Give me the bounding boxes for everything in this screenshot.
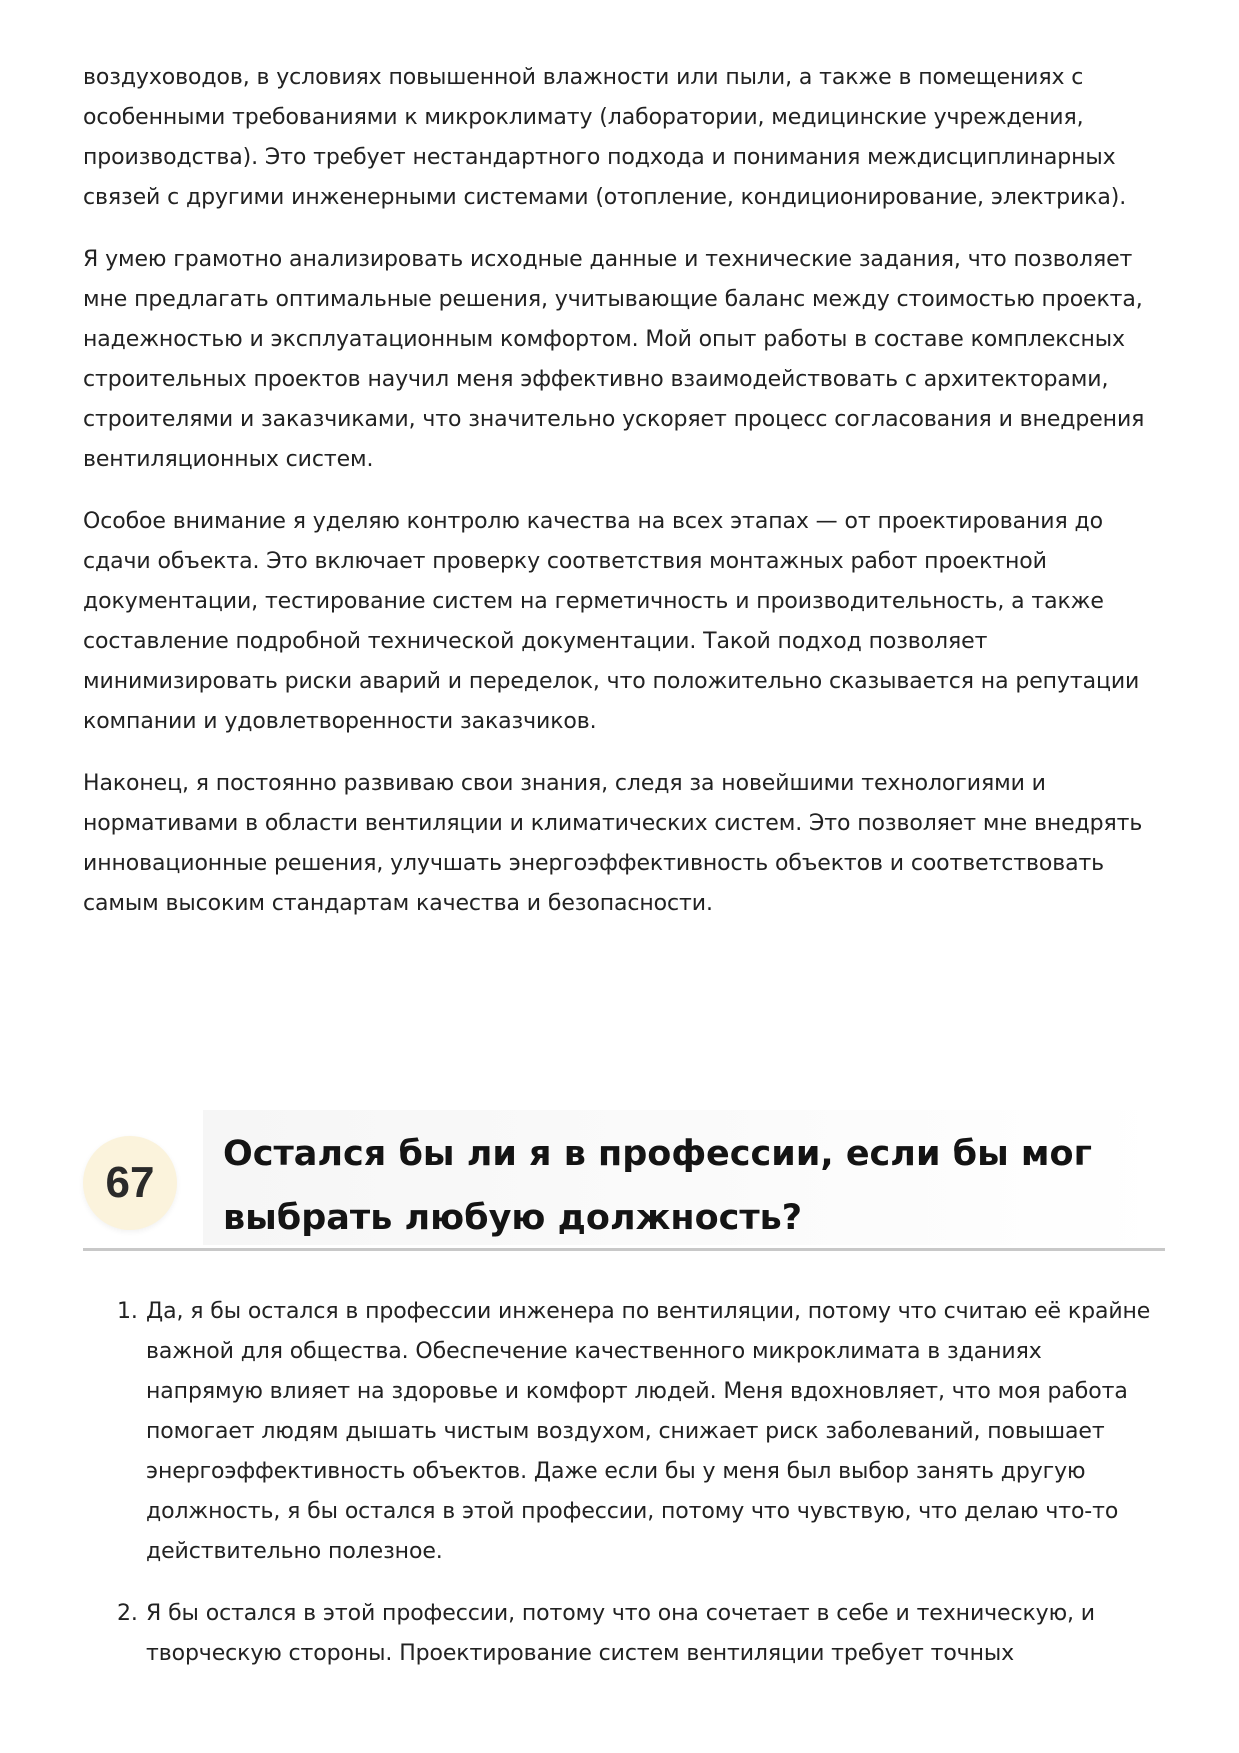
paragraph: Наконец, я постоянно развиваю свои знания, следя за новейшими технологиями и нормативами в области вентиляции и климатических систем. Это позволяет мне внедрять инновационные решения, улучшать энергоэффективность объектов и соответствовать самым высоким стандартам качества и безопасности.: [83, 771, 1143, 916]
section-number-badge: 67: [83, 1136, 177, 1230]
section-title: Остался бы ли я в профессии, если бы мог выбрать любую должность?: [223, 1134, 1092, 1238]
answer-list: [83, 1292, 1163, 1696]
list-item: [83, 1594, 1163, 1674]
list-item-number: 2.: [117, 1601, 138, 1626]
list-item-text: Да, я бы остался в профессии инженера по вентиляции, потому что считаю её крайне важной для общества. Обеспечение качественного микроклимата в зданиях напрямую влияет на здоровье и комфорт людей. Меня вдохновляет, что моя работа помогает людям дышать чистым воздухом, снижает риск заболеваний, повышает энергоэффективность объектов. Даже если бы у меня был выбор занять другую должность, я бы остался в этой профессии, потому что чувствую, что делаю что-то действительно полезное.: [146, 1299, 1151, 1564]
list-item-text: Я бы остался в этой профессии, потому что она сочетает в себе и техническую, и творческую стороны. Проектирование систем вентиляции требует точных: [146, 1601, 1095, 1666]
paragraph: Особое внимание я уделяю контролю качества на всех этапах — от проектирования до сдачи объекта. Это включает проверку соответствия монтажных работ проектной документации, тестирование систем на герметичность и производительность, а также составление подробной технической документации. Такой подход позволяет минимизировать риски аварий и переделок, что положительно сказывается на репутации компании и удовлетворенности заказчиков.: [83, 509, 1140, 734]
section-header: [83, 1110, 1165, 1251]
body-text: [83, 58, 1163, 946]
list-item: [83, 1292, 1163, 1572]
list-item-number: 1.: [117, 1299, 138, 1324]
paragraph: Я умею грамотно анализировать исходные данные и технические задания, что позволяет мне предлагать оптимальные решения, учитывающие баланс между стоимостью проекта, надежностью и эксплуатационным комфортом. Мой опыт работы в составе комплексных строительных проектов научил меня эффективно взаимодействовать с архитекторами, строителями и заказчиками, что значительно ускоряет процесс согласования и внедрения вентиляционных систем.: [83, 247, 1145, 472]
paragraph: воздуховодов, в условиях повышенной влажности или пыли, а также в помещениях с особенными требованиями к микроклимату (лаборатории, медицинские учреждения, производства). Это требует нестандартного подхода и понимания междисциплинарных связей с другими инженерными системами (отопление, кондиционирование, электрика).: [83, 65, 1127, 210]
